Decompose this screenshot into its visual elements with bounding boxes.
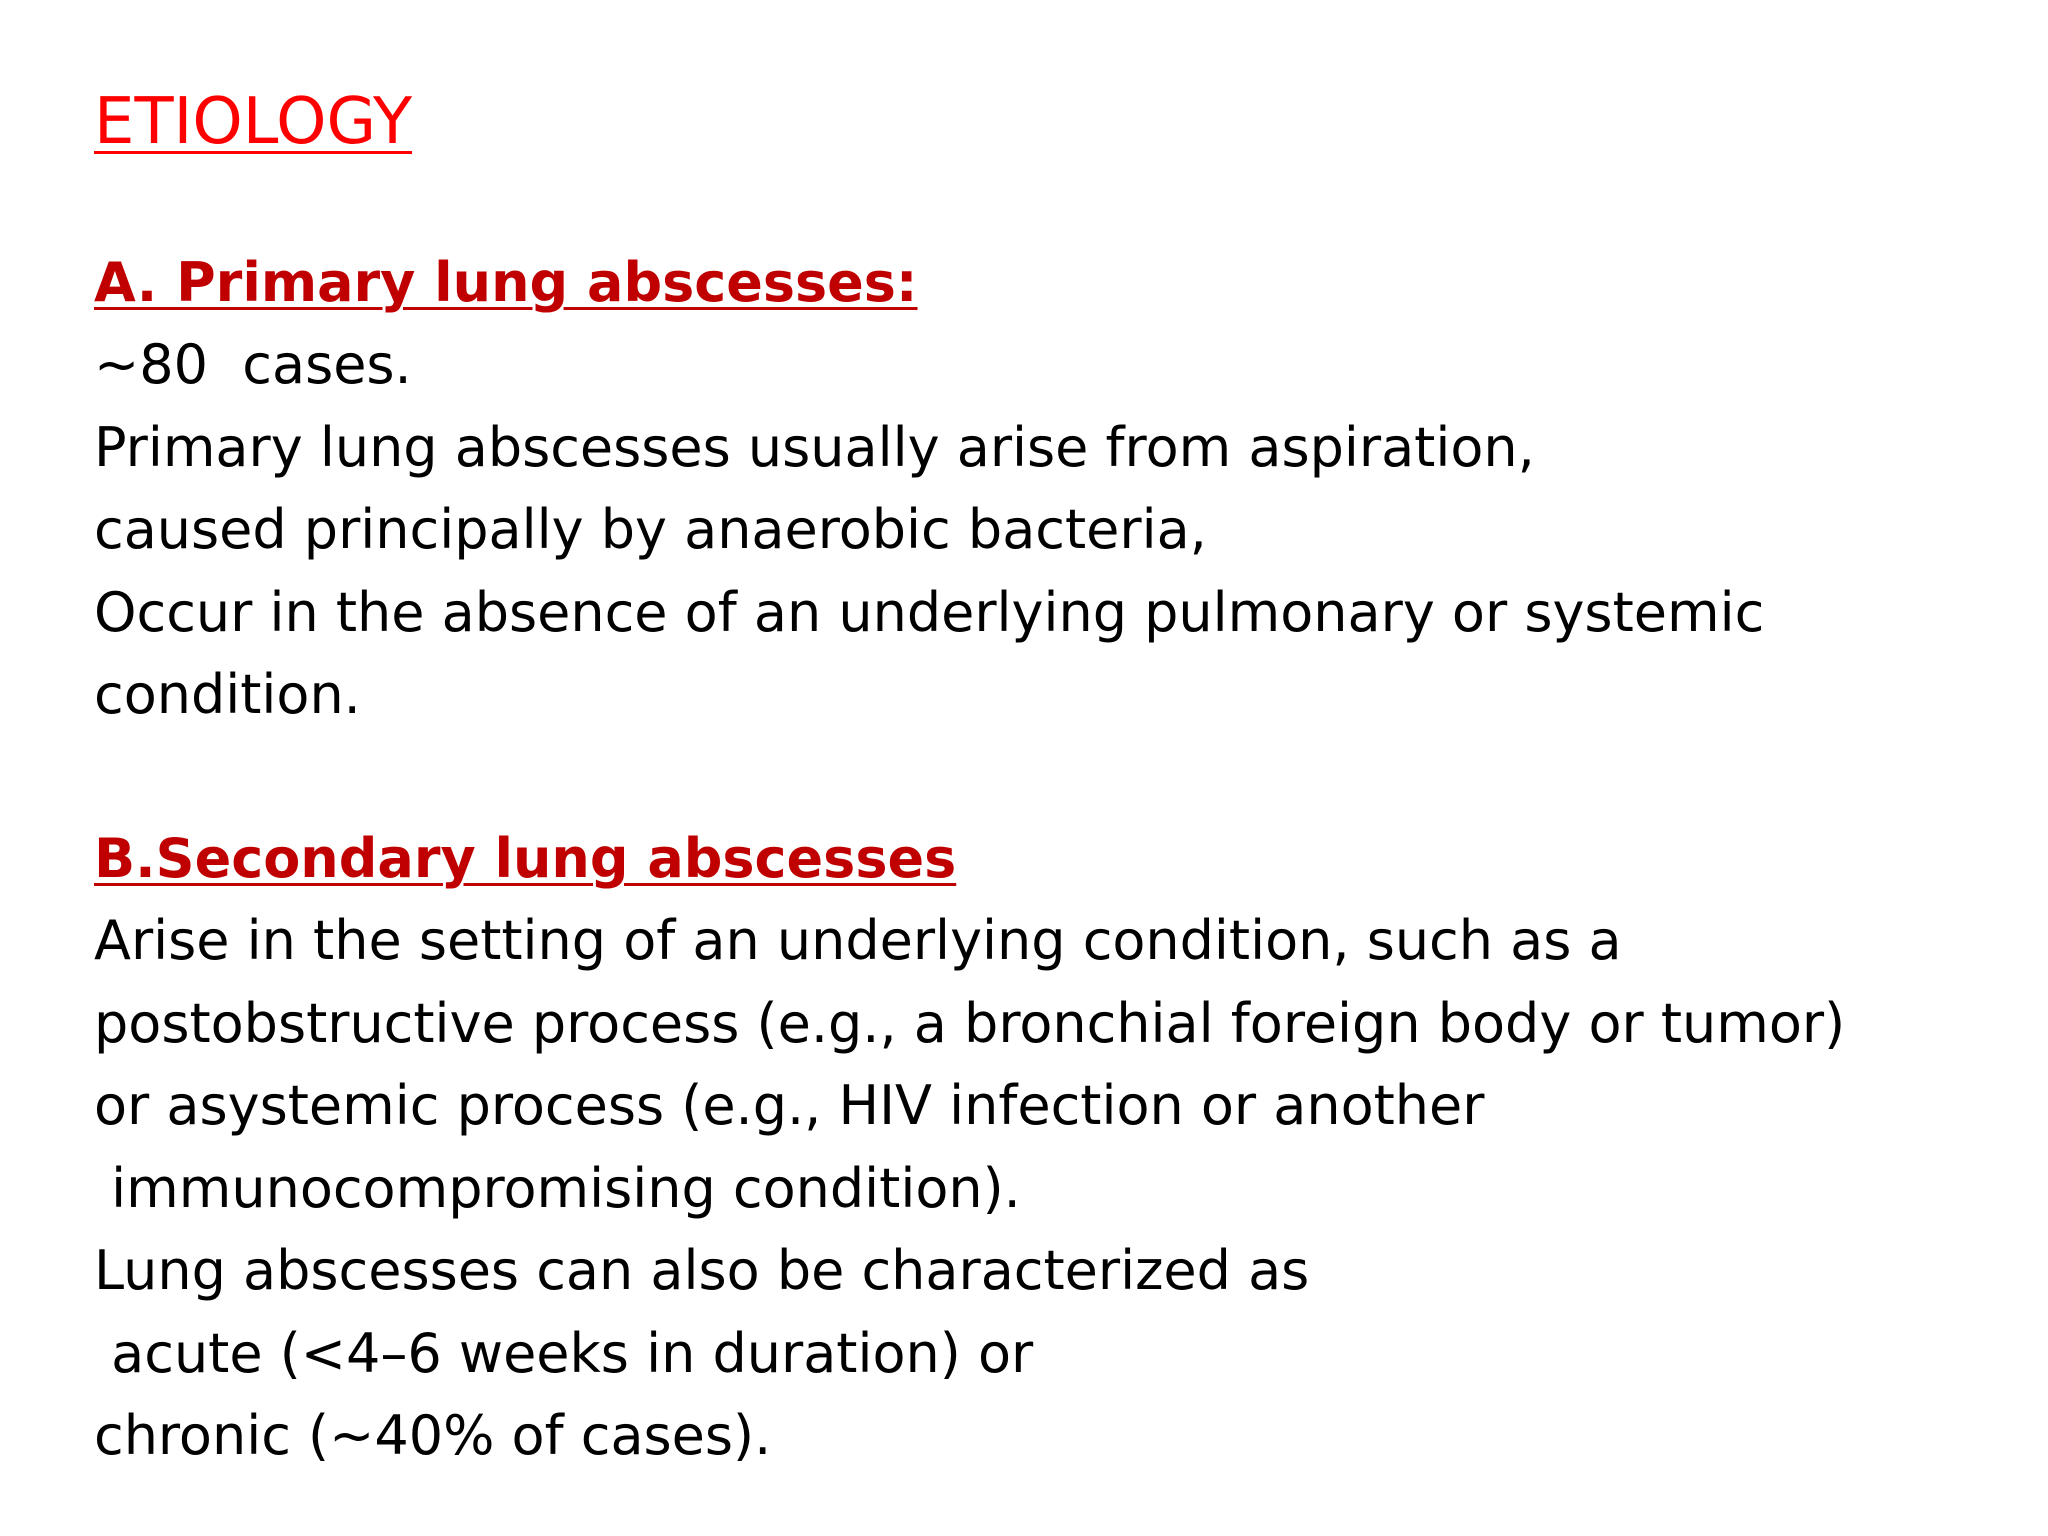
section-b-line: immunocompromising condition).	[94, 1156, 1021, 1220]
section-b-line: postobstructive process (e.g., a bronchial foreign body or tumor)	[94, 991, 1846, 1055]
section-a-line: ~80 cases.	[94, 333, 412, 396]
section-a-line: condition.	[94, 663, 361, 726]
section-a-line: caused principally by anaerobic bacteria,	[94, 498, 1207, 561]
section-b-line: chronic (~40% of cases).	[94, 1404, 772, 1467]
slide-title: ETIOLOGY	[94, 85, 413, 159]
section-b-line: acute (<4–6 weeks in duration) or	[94, 1321, 1034, 1385]
section-a-heading: A. Primary lung abscesses:	[94, 251, 918, 314]
section-primary-lung-abscesses	[94, 242, 1974, 737]
section-b-line: Arise in the setting of an underlying condition, such as a	[94, 909, 1622, 972]
section-b-line: Lung abscesses can also be characterized as	[94, 1239, 1310, 1302]
section-secondary-lung-abscesses	[94, 818, 1974, 1478]
section-b-line: or asystemic process (e.g., HIV infection or another	[94, 1074, 1485, 1137]
section-a-line: Occur in the absence of an underlying pulmonary or systemic	[94, 580, 1765, 644]
section-b-heading: B.Secondary lung abscesses	[94, 827, 957, 890]
section-a-line: Primary lung abscesses usually arise from aspiration,	[94, 415, 1535, 479]
